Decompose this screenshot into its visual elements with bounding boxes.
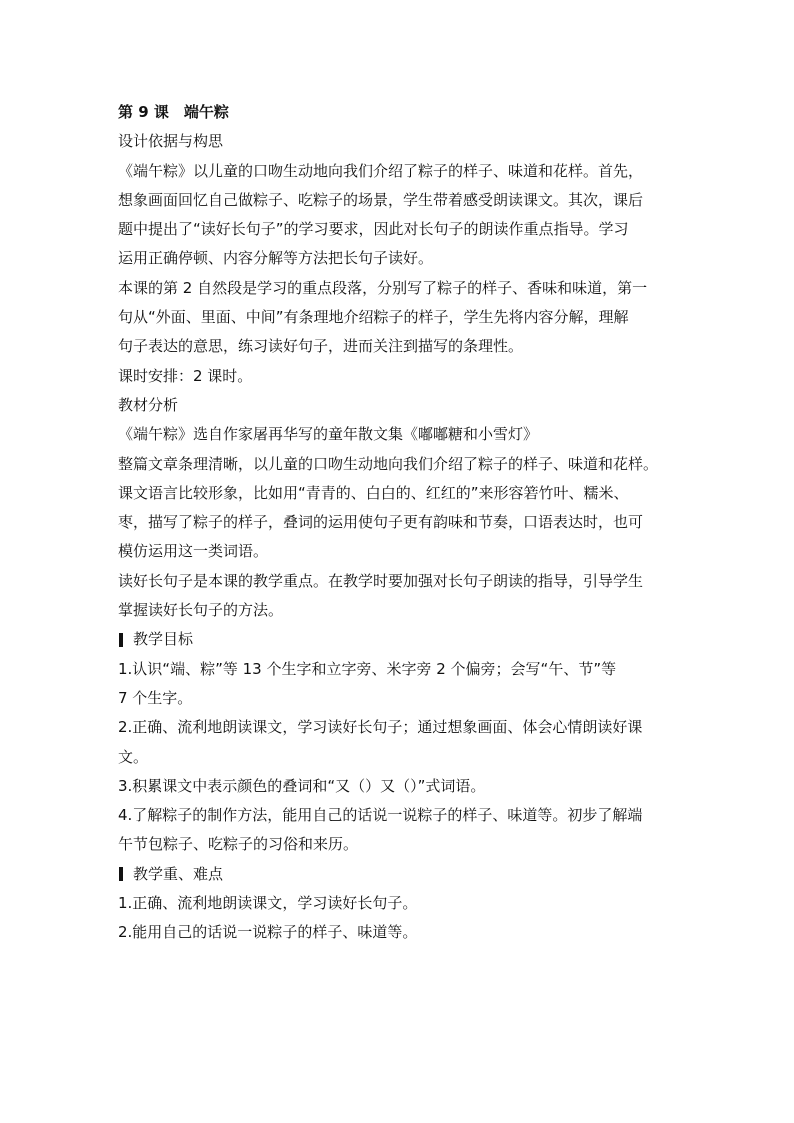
goals-heading-row <box>118 625 684 654</box>
analysis-heading: 教材分析 <box>118 395 179 414</box>
class-hours: 课时安排：2 课时。 <box>118 366 253 385</box>
keypoints-heading-row <box>118 860 684 889</box>
section-marker-icon <box>119 867 123 881</box>
analysis-line: 掌握读好长句子的方法。 <box>118 601 284 620</box>
goal-line: 7 个生字。 <box>118 688 193 707</box>
design-line: 想象画面回忆自己做粽子、吃粽子的场景，学生带着感受朗读课文。其次，课后 <box>118 190 644 209</box>
design-line: 运用正确停顿、内容分解等方法把长句子读好。 <box>118 249 434 268</box>
lesson-title: 第 9 课 端午粽 <box>118 103 229 121</box>
design-line: 句子表达的意思，练习读好句子，进而关注到描写的条理性。 <box>118 337 524 356</box>
keypoint-line: 2.能用自己的话说一说粽子的样子、味道等。 <box>118 923 418 942</box>
analysis-line: 课文语言比较形象，比如用“青青的、白白的、红红的”来形容箬竹叶、糯米、 <box>118 483 629 502</box>
design-line: 句从“外面、里面、中间”有条理地介绍粽子的样子，学生先将内容分解，理解 <box>118 308 629 327</box>
analysis-line: 枣，描写了粽子的样子，叠词的运用使句子更有韵味和节奏，口语表达时，也可 <box>118 513 644 532</box>
analysis-line: 读好长句子是本课的教学重点。在教学时要加强对长句子朗读的指导，引导学生 <box>118 571 644 590</box>
design-line: 题中提出了“读好长句子”的学习要求，因此对长句子的朗读作重点指导。学习 <box>118 220 629 239</box>
analysis-line: 模仿运用这一类词语。 <box>118 542 269 561</box>
analysis-line: 《端午粽》选自作家屠再华写的童年散文集《嘟嘟糖和小雪灯》 <box>118 425 539 444</box>
design-line: 《端午粽》以儿童的口吻生动地向我们介绍了粽子的样子、味道和花样。首先， <box>118 161 644 180</box>
goals-heading: 教学目标 <box>133 630 194 649</box>
goal-line: 午节包粽子、吃粽子的习俗和来历。 <box>118 835 359 854</box>
goal-line: 2.正确、流利地朗读课文，学习读好长句子；通过想象画面、体会心情朗读好课 <box>118 718 643 737</box>
section-marker-icon <box>119 633 123 647</box>
goal-line: 文。 <box>118 747 149 766</box>
goal-line: 4.了解粽子的制作方法，能用自己的话说一说粽子的样子、味道等。初步了解端 <box>118 806 643 825</box>
goal-line: 1.认识“端、粽”等 13 个生字和立字旁、米字旁 2 个偏旁；会写“午、节”等 <box>118 659 617 678</box>
keypoints-heading: 教学重、难点 <box>133 864 224 883</box>
goal-line: 3.积累课文中表示颜色的叠词和“又（）又（）”式词语。 <box>118 776 486 795</box>
design-line: 本课的第 2 自然段是学习的重点段落，分别写了粽子的样子、香味和味道，第一 <box>118 278 648 297</box>
keypoint-line: 1.正确、流利地朗读课文，学习读好长句子。 <box>118 894 418 913</box>
analysis-line: 整篇文章条理清晰，以儿童的口吻生动地向我们介绍了粽子的样子、味道和花样。 <box>118 454 659 473</box>
document-body <box>118 98 684 948</box>
design-heading: 设计依据与构思 <box>118 132 224 151</box>
